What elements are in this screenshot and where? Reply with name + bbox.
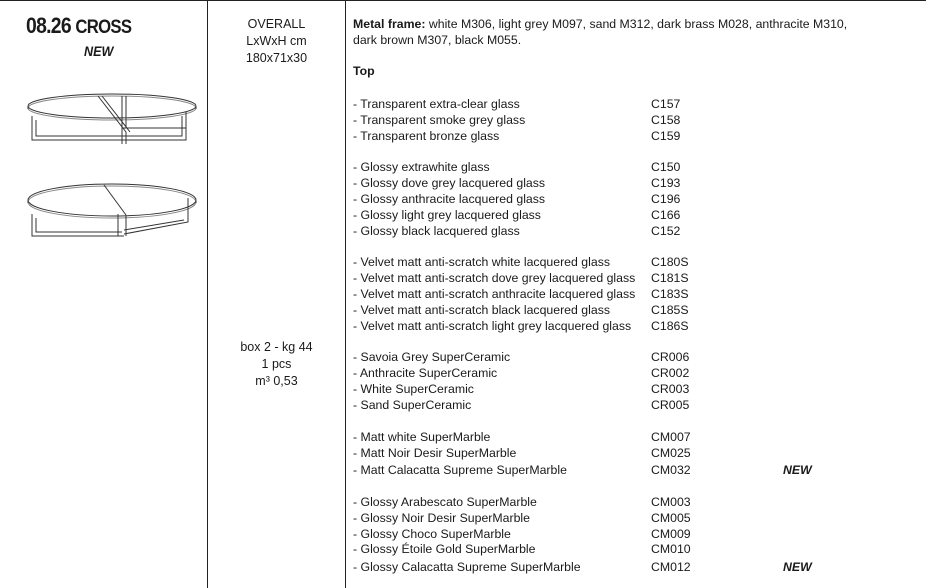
finish-label: - Anthracite SuperCeramic [353, 366, 498, 380]
finish-label: - Glossy anthracite lacquered glass [353, 192, 546, 206]
finish-row [353, 96, 913, 112]
finish-label: - Glossy Calacatta Supreme SuperMarble [353, 560, 581, 574]
dimensions-unit: LxWxH cm [246, 34, 307, 48]
finish-row [353, 128, 913, 144]
frame-colors-cont: dark brown M307, black M055. [353, 33, 522, 47]
finish-code: C157 [651, 97, 681, 111]
overall-dimensions [208, 16, 345, 67]
finish-label: - Matt Noir Desir SuperMarble [353, 446, 517, 460]
packaging-info [208, 339, 345, 390]
frame-label: Metal frame: [353, 17, 426, 31]
finish-label: - Matt white SuperMarble [353, 430, 491, 444]
finish-row [353, 112, 913, 128]
finish-code: CM032 [651, 463, 691, 477]
finish-row [353, 159, 913, 175]
finish-label: - Matt Calacatta Supreme SuperMarble [353, 463, 567, 477]
finish-code: C185S [651, 303, 689, 317]
dimensions-value: 180x71x30 [245, 51, 308, 65]
packaging-pieces: 1 pcs [261, 357, 292, 371]
finish-label: - Velvet matt anti-scratch anthracite lacquered glass [353, 287, 636, 301]
top-heading: Top [353, 64, 375, 78]
finish-code: CM012 [651, 560, 691, 574]
finish-label: - Savoia Grey SuperCeramic [353, 350, 511, 364]
finish-code: C193 [651, 176, 681, 190]
finish-code: CM003 [651, 495, 691, 509]
product-number: 08.26 [26, 13, 71, 38]
dimensions-label: OVERALL [247, 17, 306, 31]
finish-label: - Glossy light grey lacquered glass [353, 208, 541, 222]
finish-code: CR005 [651, 398, 690, 412]
finish-code: CR002 [651, 366, 690, 380]
finish-code: CM025 [651, 446, 691, 460]
finish-row [353, 445, 913, 461]
finish-label: - Velvet matt anti-scratch light grey lacquered glass [353, 319, 632, 333]
product-code [26, 13, 131, 39]
finish-label: - Transparent smoke grey glass [353, 113, 526, 127]
finish-code: C183S [651, 287, 689, 301]
packaging-box: box 2 - kg 44 [240, 340, 313, 354]
finish-row [353, 254, 913, 270]
finish-new-badge: NEW [783, 463, 812, 477]
finish-code: C150 [651, 160, 681, 174]
finish-code: CM010 [651, 542, 691, 556]
finish-row [353, 462, 913, 478]
finish-label: - Velvet matt anti-scratch dove grey lacquered glass [353, 271, 636, 285]
finish-row [353, 175, 913, 191]
finish-label: - Sand SuperCeramic [353, 398, 472, 412]
finish-row [353, 494, 913, 510]
finish-row [353, 207, 913, 223]
finish-label: - Glossy dove grey lacquered glass [353, 176, 546, 190]
finish-label: - Glossy extrawhite glass [353, 160, 490, 174]
finish-row [353, 429, 913, 445]
finish-code: CR003 [651, 382, 690, 396]
finish-row [353, 510, 913, 526]
finish-label: - Glossy black lacquered glass [353, 224, 520, 238]
finish-label: - Glossy Choco SuperMarble [353, 527, 511, 541]
finish-row [353, 270, 913, 286]
finish-code: C152 [651, 224, 681, 238]
finish-row [353, 526, 913, 542]
finish-label: - Transparent bronze glass [353, 129, 500, 143]
finish-label: - Glossy Étoile Gold SuperMarble [353, 542, 536, 556]
finish-row [353, 223, 913, 239]
finish-code: CM005 [651, 511, 691, 525]
finish-code: C186S [651, 319, 689, 333]
finish-label: - Glossy Arabescato SuperMarble [353, 495, 537, 509]
finish-code: CM007 [651, 430, 691, 444]
finish-code: C166 [651, 208, 681, 222]
finish-label: - Velvet matt anti-scratch white lacquered glass [353, 255, 610, 269]
finish-label: - Transparent extra-clear glass [353, 97, 520, 111]
product-name: CROSS [75, 17, 132, 38]
finish-new-badge: NEW [783, 560, 812, 574]
finish-row [353, 559, 913, 575]
finish-code: CR006 [651, 350, 690, 364]
metal-frame-finishes [353, 16, 913, 48]
finish-row [353, 302, 913, 318]
frame-colors: white M306, light grey M097, sand M312, dark brass M028, anthracite M310, [425, 17, 848, 31]
packaging-volume: m³ 0,53 [255, 374, 298, 388]
new-badge: NEW [84, 43, 114, 59]
column-divider-1 [207, 0, 208, 588]
finish-row [353, 191, 913, 207]
finish-label: - Velvet matt anti-scratch black lacquered glass [353, 303, 610, 317]
finish-row [353, 286, 913, 302]
finish-row [353, 381, 913, 397]
finish-label: - White SuperCeramic [353, 382, 474, 396]
finish-row [353, 397, 913, 413]
finish-code: C196 [651, 192, 681, 206]
finish-row [353, 541, 913, 557]
finish-label: - Glossy Noir Desir SuperMarble [353, 511, 530, 525]
finish-code: C181S [651, 271, 689, 285]
finish-row [353, 365, 913, 381]
finish-code: CM009 [651, 527, 691, 541]
finish-code: C159 [651, 129, 681, 143]
finish-row [353, 349, 913, 365]
finish-code: C158 [651, 113, 681, 127]
finish-code: C180S [651, 255, 689, 269]
table-illustration-perspective [26, 178, 202, 240]
column-divider-2 [345, 0, 346, 588]
top-rule [0, 0, 926, 1]
finish-row [353, 318, 913, 334]
table-illustration-front [26, 88, 202, 148]
